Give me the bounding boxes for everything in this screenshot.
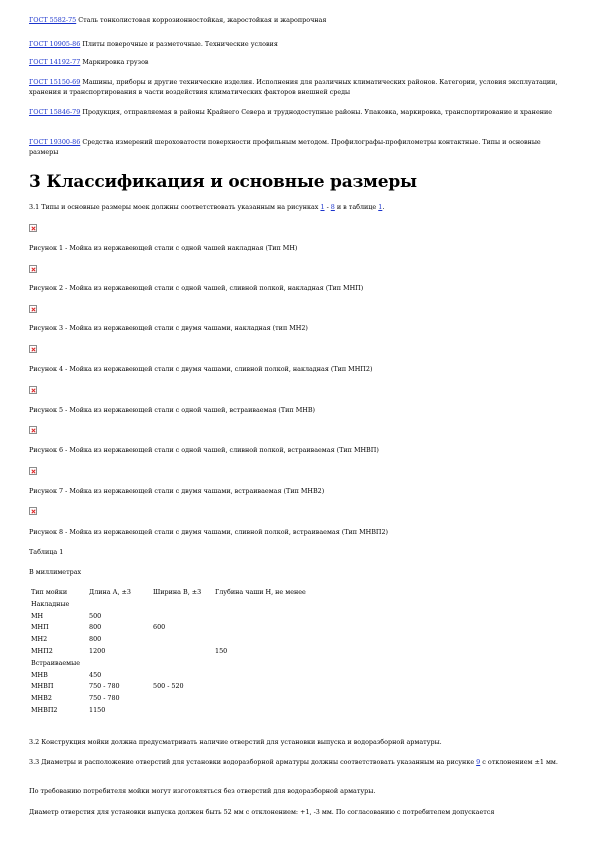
reference-link[interactable]: ГОСТ 15846-79 (29, 108, 81, 116)
broken-image-icon (29, 345, 37, 353)
table-cell: 1150 (89, 705, 106, 714)
section-title: 3 Классификация и основные размеры (29, 172, 417, 192)
table-cell (213, 693, 339, 705)
figure-link-1[interactable]: 1 (320, 203, 325, 211)
paragraph-text: 3.3 Диаметры и расположение отверстий для установки водоразборной арматуры должны соответствовать указанным на рисунке (29, 758, 477, 766)
reference-link[interactable]: ГОСТ 19300-86 (29, 138, 81, 146)
figure-caption: Рисунок 8 - Мойка из нержавеющей стали с двумя чашами, сливной полкой, встраиваемая (Тип МНВП2) (29, 528, 389, 536)
paragraph-3-2: 3.2 Конструкция мойки должна предусматривать наличие отверстий для установки выпуска и водоразборной арматуры. (29, 738, 442, 746)
figure-caption: Рисунок 3 - Мойка из нержавеющей стали с двумя чашами, накладная (тип МН2) (29, 324, 308, 332)
table-cell: Накладные (31, 599, 70, 608)
table-row (29, 646, 339, 658)
table-cell: 800 (89, 635, 102, 644)
paragraph-text: . (382, 203, 385, 211)
reference-item (29, 40, 569, 50)
table-cell: 800 (89, 623, 102, 632)
reference-text: Продукция, отправляемая в районы Крайнего Севера и труднодоступные районы. Упаковка, маркировка, транспортирование и хранение (80, 108, 553, 116)
table-cell (151, 705, 213, 717)
table-cell (151, 599, 213, 611)
dimensions-table (29, 587, 339, 717)
table-row (29, 693, 339, 705)
paragraph-3-1 (29, 203, 569, 213)
table-cell: 150 (215, 646, 228, 655)
column-header: Тип мойки (31, 588, 68, 596)
table-row (29, 705, 339, 717)
reference-text: Маркировка грузов (80, 58, 149, 66)
table-row (29, 681, 339, 693)
table-row (29, 611, 339, 623)
table-cell: МНВ (31, 670, 48, 679)
table-row (29, 634, 339, 646)
paragraph-text: 3.1 Типы и основные размеры моек должны соответствовать указанным на рисунках (29, 203, 321, 211)
table-cell: МН (31, 611, 44, 620)
table-cell: МНП2 (31, 646, 53, 655)
table-cell: МН2 (31, 635, 48, 644)
reference-text: Машины, приборы и другие технические изделия. Исполнения для различных климатических районов. Категории, условия эксплуатации, хранения и транспортирования в части воздействия климатических факторов внешней среды (29, 78, 558, 96)
broken-image-icon (29, 426, 37, 434)
table-cell: 500 (89, 611, 102, 620)
units-note: В миллиметрах (29, 568, 82, 576)
paragraph-3-5: Диаметр отверстия для установки выпуска должен быть 52 мм с отклонением: +1, -3 мм. По согласованию с потребителем допускается (29, 808, 495, 816)
broken-image-icon (29, 467, 37, 475)
table-cell (151, 646, 213, 658)
table-cell: 500 - 520 (153, 682, 184, 691)
table-cell (213, 599, 339, 611)
reference-link[interactable]: ГОСТ 15150-69 (29, 78, 81, 86)
figure-caption: Рисунок 1 - Мойка из нержавеющей стали с одной чашей накладная (Тип МН) (29, 244, 298, 252)
table-row (29, 622, 339, 634)
table-cell: 1200 (89, 646, 106, 655)
figure-link-8[interactable]: 8 (330, 203, 335, 211)
reference-text: Плиты поверочные и разметочные. Технические условия (80, 40, 278, 48)
column-header: Глубина чаши Н, не менее (215, 588, 306, 596)
broken-image-icon (29, 265, 37, 273)
table-cell: МНВ2 (31, 694, 52, 703)
table-cell: 750 - 780 (89, 694, 120, 703)
reference-item (29, 16, 569, 26)
figure-link-9[interactable]: 9 (476, 758, 481, 766)
table-cell (151, 693, 213, 705)
broken-image-icon (29, 507, 37, 515)
reference-text: Средства измерений шероховатости поверхности профильным методом. Профилографы-профилометры контактные. Типы и основные размеры (29, 138, 541, 156)
table-cell (213, 705, 339, 717)
figure-caption: Рисунок 7 - Мойка из нержавеющей стали с двумя чашами, встраиваемая (Тип МНВ2) (29, 487, 325, 495)
paragraph-text: с отклонением ±1 мм. (480, 758, 558, 766)
reference-link[interactable]: ГОСТ 10905-86 (29, 40, 81, 48)
table-cell: МНВП2 (31, 705, 58, 714)
reference-link[interactable]: ГОСТ 14192-77 (29, 58, 81, 66)
table-header-row (29, 587, 339, 599)
table-cell (87, 599, 151, 611)
table-cell: Встраиваемые (31, 658, 81, 667)
paragraph-text: - (324, 203, 331, 211)
table-cell (213, 658, 339, 670)
table-cell (213, 611, 339, 623)
table-cell: 750 - 780 (89, 682, 120, 691)
table-link-1[interactable]: 1 (378, 203, 383, 211)
paragraph-3-3 (29, 758, 569, 768)
table-cell (151, 658, 213, 670)
figure-caption: Рисунок 4 - Мойка из нержавеющей стали с двумя чашами, сливной полкой, накладная (Тип МНП2) (29, 365, 373, 373)
reference-link[interactable]: ГОСТ 5582-75 (29, 16, 77, 24)
column-header: Длина А, ±3 (89, 588, 131, 596)
table-cell (213, 622, 339, 634)
table-cell (151, 611, 213, 623)
reference-item (29, 58, 569, 68)
column-header: Ширина В, ±3 (153, 588, 202, 596)
table-label: Таблица 1 (29, 548, 64, 556)
table-row (29, 599, 339, 611)
figure-caption: Рисунок 5 - Мойка из нержавеющей стали с одной чашей, встраиваемая (Тип МНВ) (29, 406, 316, 414)
paragraph-text: и в таблице (334, 203, 379, 211)
table-cell (213, 634, 339, 646)
table-row (29, 658, 339, 670)
table-cell: МНВП (31, 682, 54, 691)
reference-text: Сталь тонколистовая коррозионностойкая, жаростойкая и жаропрочная (76, 16, 327, 24)
table-cell: 600 (153, 623, 166, 632)
broken-image-icon (29, 386, 37, 394)
table-cell: 450 (89, 670, 102, 679)
table-cell (213, 681, 339, 693)
figure-caption: Рисунок 2 - Мойка из нержавеющей стали с одной чашей, сливной полкой, накладная (Тип МНП) (29, 284, 364, 292)
paragraph-3-4: По требованию потребителя мойки могут изготовляться без отверстий для водоразборной арматуры. (29, 787, 376, 795)
table-cell (213, 670, 339, 682)
broken-image-icon (29, 224, 37, 232)
figure-caption: Рисунок 6 - Мойка из нержавеющей стали с одной чашей, сливной полкой, встраиваемая (Тип МНВП) (29, 446, 379, 454)
reference-item (29, 108, 569, 118)
broken-image-icon (29, 305, 37, 313)
reference-item (29, 78, 569, 97)
table-cell (151, 670, 213, 682)
table-cell (151, 634, 213, 646)
table-cell (87, 658, 151, 670)
table-cell: МНП (31, 623, 49, 632)
table-row (29, 670, 339, 682)
reference-item (29, 138, 569, 157)
